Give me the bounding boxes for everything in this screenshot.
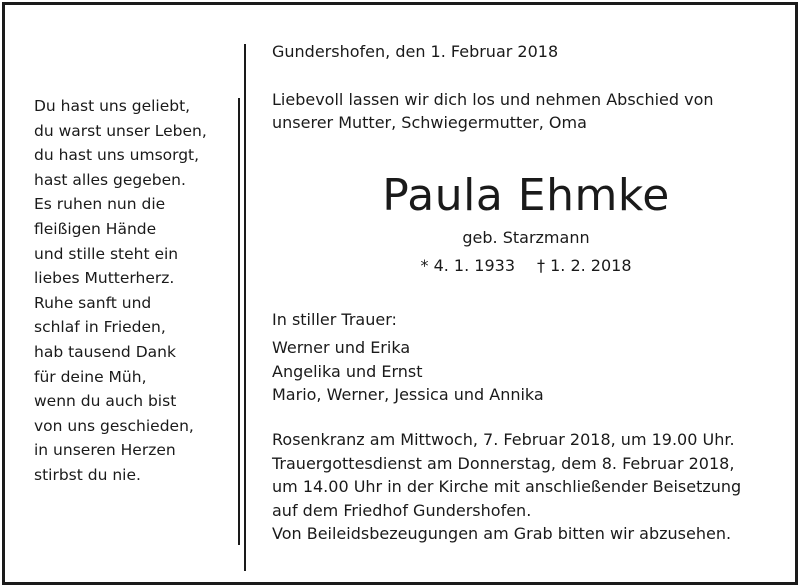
- divider-inner: [238, 98, 240, 545]
- poem-line: schlaf in Frieden,: [34, 318, 166, 337]
- intro-line: Liebevoll lassen wir dich los und nehmen Abschied von: [272, 90, 714, 109]
- mourner: Mario, Werner, Jessica und Annika: [272, 385, 544, 404]
- poem-line: und stille steht ein: [34, 244, 179, 263]
- poem-line: für deine Müh,: [34, 367, 147, 386]
- poem-line: hast alles gegeben.: [34, 170, 186, 189]
- poem-line: Du hast uns geliebt,: [34, 97, 191, 115]
- divider-outer: [244, 44, 246, 571]
- service-line: Trauergottesdienst am Donnerstag, dem 8. Februar 2018,: [272, 453, 735, 473]
- poem-line: du warst unser Leben,: [34, 121, 207, 140]
- poem-line: von uns geschieden,: [34, 416, 194, 435]
- poem-line: fleißigen Hände: [34, 219, 157, 238]
- poem-line: hab tausend Dank: [34, 342, 176, 361]
- deceased-name: Paula Ehmke: [382, 170, 670, 221]
- poem-line: liebes Mutterherz.: [34, 269, 175, 288]
- service-line: auf dem Friedhof Gundershofen.: [272, 500, 532, 520]
- service-line: Rosenkranz am Mittwoch, 7. Februar 2018, um 19.00 Uhr.: [272, 430, 735, 449]
- death-date: † 1. 2. 2018: [537, 256, 632, 275]
- service-line: Von Beileidsbezeugungen am Grab bitten wir abzusehen.: [272, 524, 732, 543]
- mourners-list: [272, 336, 544, 407]
- service-line: um 14.00 Uhr in der Kirche mit anschließender Beisetzung: [272, 477, 742, 496]
- poem-line: du hast uns umsorgt,: [34, 146, 200, 165]
- place-date: Gundershofen, den 1. Februar 2018: [272, 42, 559, 61]
- poem-line: stirbst du nie.: [34, 465, 141, 484]
- service-details: [272, 428, 741, 546]
- poem: [34, 94, 234, 488]
- poem-line: Ruhe sanft und: [34, 293, 152, 312]
- poem-line: Es ruhen nun die: [34, 195, 166, 214]
- life-dates: [272, 256, 780, 275]
- mourning-heading: In stiller Trauer:: [272, 310, 397, 329]
- maiden-name: geb. Starzmann: [462, 228, 590, 247]
- poem-line: wenn du auch bist: [34, 392, 177, 411]
- birth-date: * 4. 1. 1933: [420, 256, 515, 275]
- poem-line: in unseren Herzen: [34, 441, 176, 460]
- intro-line: unserer Mutter, Schwiegermutter, Oma: [272, 113, 587, 132]
- mourner: Angelika und Ernst: [272, 361, 423, 381]
- mourner: Werner und Erika: [272, 338, 411, 357]
